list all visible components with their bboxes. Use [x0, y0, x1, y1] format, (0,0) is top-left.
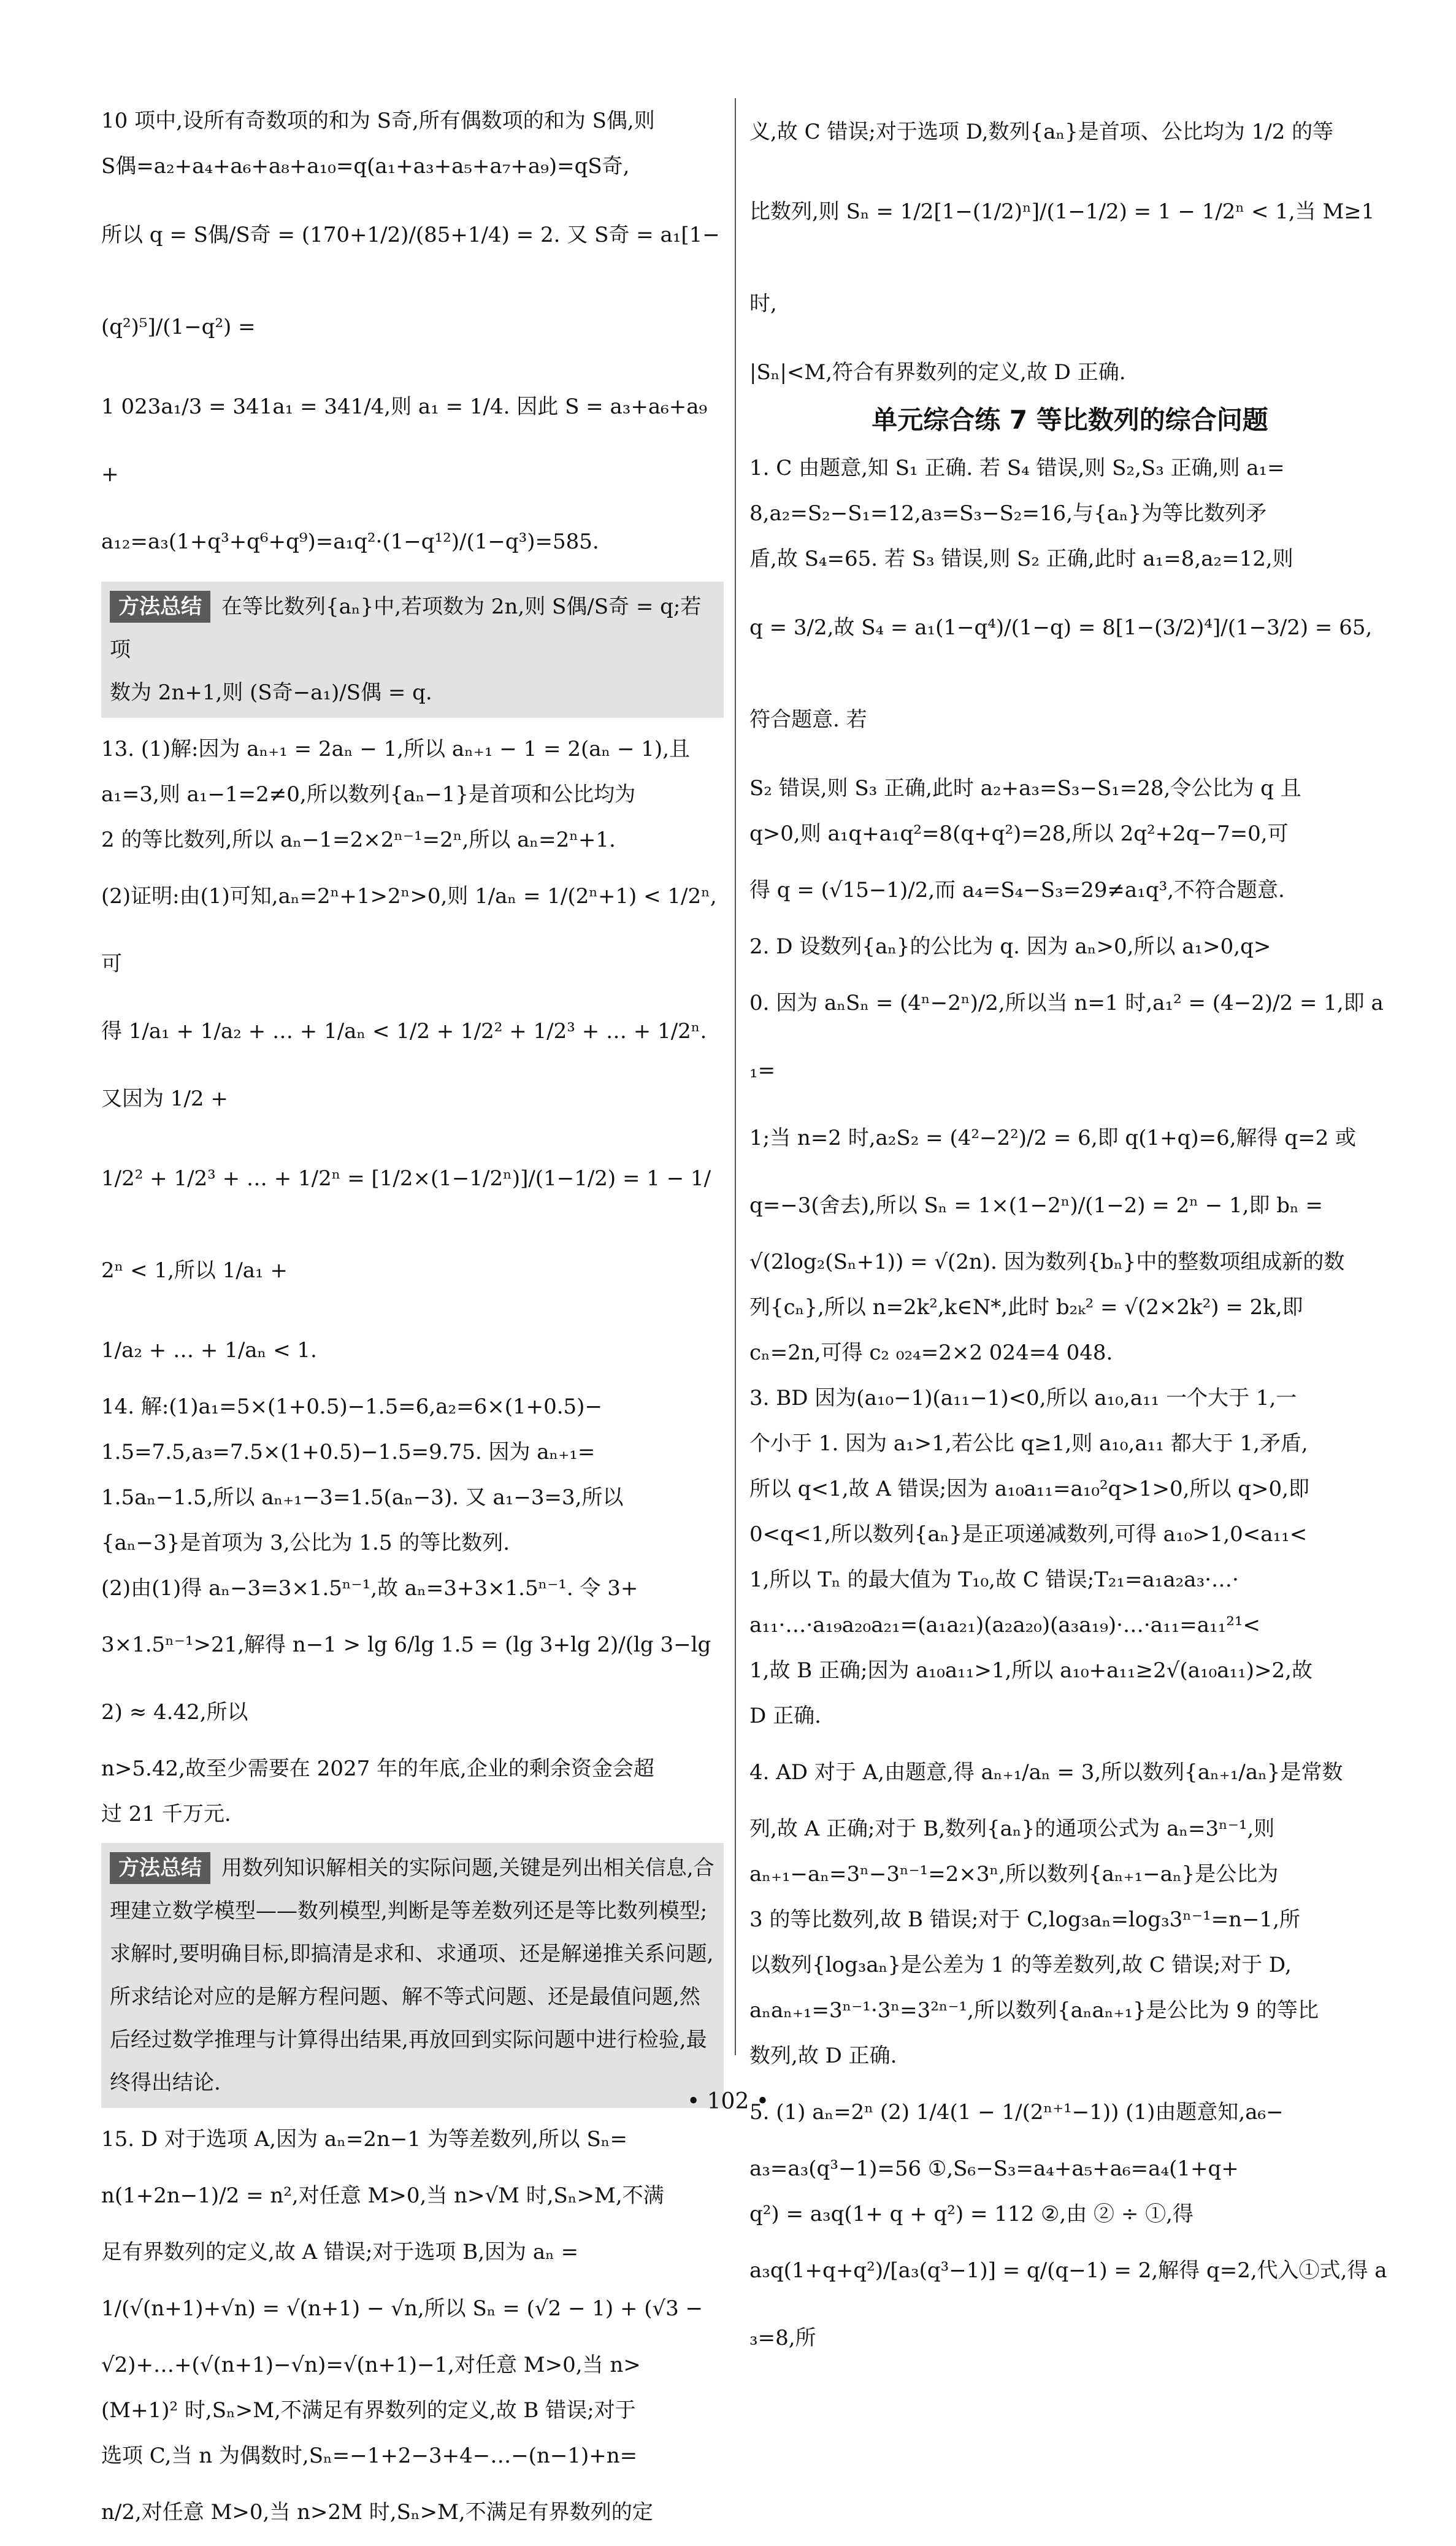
question-3-line: 个小于 1. 因为 a₁>1,若公比 q≥1,则 a₁₀,a₁₁ 都大于 1,矛盾, — [749, 1431, 1308, 1456]
question-5-line: q²) = a₃q(1+ q + q²) = 112 ②,由 ② ÷ ①,得 — [749, 2202, 1194, 2226]
question-2-line: 0. 因为 aₙSₙ = (4ⁿ−2ⁿ)/2,所以当 n=1 时,a₁² = (4−2)/2 = 1,即 a₁= — [749, 991, 1384, 1083]
text-line: a₁₂=a₃(1+q³+q⁶+q⁹)=a₁q²·(1−q¹²)/(1−q³)=585. — [101, 529, 599, 554]
left-column — [101, 98, 724, 2546]
question-4-line: 3 的等比数列,故 B 错误;对于 C,log₃aₙ=log₃3ⁿ⁻¹=n−1,所 — [749, 1907, 1300, 1932]
method-summary-box — [101, 582, 724, 718]
right-column — [749, 98, 1390, 2372]
question-15-line: 15. D 对于选项 A,因为 aₙ=2n−1 为等差数列,所以 Sₙ= — [101, 2127, 627, 2152]
text-line: S偶=a₂+a₄+a₆+a₈+a₁₀=q(a₁+a₃+a₅+a₇+a₉)=qS奇, — [101, 154, 630, 179]
question-1-line: 盾,故 S₄=65. 若 S₃ 错误,则 S₂ 正确,此时 a₁=8,a₂=12,则 — [749, 547, 1293, 571]
summary-text: 在等比数列{aₙ}中,若项数为 2n,则 S偶/S奇 = q;若项 — [110, 594, 702, 662]
question-13-line: (2)证明:由(1)可知,aₙ=2ⁿ+1>2ⁿ>0,则 1/aₙ = 1/(2ⁿ+1) < 1/2ⁿ,可 — [101, 884, 717, 976]
question-4-line: 列,故 A 正确;对于 B,数列{aₙ}的通项公式为 aₙ=3ⁿ⁻¹,则 — [749, 1817, 1275, 1841]
column-divider — [735, 98, 736, 2055]
question-13-line: 13. (1)解:因为 aₙ₊₁ = 2aₙ − 1,所以 aₙ₊₁ − 1 = 2(aₙ − 1),且 — [101, 737, 691, 761]
question-3-line: 3. BD 因为(a₁₀−1)(a₁₁−1)<0,所以 a₁₀,a₁₁ 一个大于 1,一 — [749, 1386, 1297, 1410]
question-14-line: 1.5aₙ−1.5,所以 aₙ₊₁−3=1.5(aₙ−3). 又 a₁−3=3,所以 — [101, 1485, 624, 1510]
question-14-line: (2)由(1)得 aₙ−3=3×1.5ⁿ⁻¹,故 aₙ=3+3×1.5ⁿ⁻¹. 令 3+ — [101, 1576, 638, 1601]
question-5-line: a₃q(1+q+q²)/[a₃(q³−1)] = q/(q−1) = 2,解得 q=2,代入①式,得 a₃=8,所 — [749, 2258, 1387, 2350]
question-14-line: 3×1.5ⁿ⁻¹>21,解得 n−1 > lg 6/lg 1.5 = (lg 3+lg 2)/(lg 3−lg 2) ≈ 4.42,所以 — [101, 1633, 711, 1725]
question-2-line: cₙ=2n,可得 c₂ ₀₂₄=2×2 024=4 048. — [749, 1340, 1113, 1365]
question-2-line: q=−3(舍去),所以 Sₙ = 1×(1−2ⁿ)/(1−2) = 2ⁿ − 1,即 bₙ = — [749, 1193, 1324, 1218]
question-2-line: 2. D 设数列{aₙ}的公比为 q. 因为 aₙ>0,所以 a₁>0,q> — [749, 934, 1271, 959]
question-15-line: 足有界数列的定义,故 A 错误;对于选项 B,因为 aₙ = — [101, 2240, 579, 2264]
question-13-line: 得 1/a₁ + 1/a₂ + … + 1/aₙ < 1/2 + 1/2² + 1/2³ + … + 1/2ⁿ. 又因为 1/2 + — [101, 1019, 707, 1111]
question-4-line: aₙaₙ₊₁=3ⁿ⁻¹·3ⁿ=3²ⁿ⁻¹,所以数列{aₙaₙ₊₁}是公比为 9 的等比 — [749, 1998, 1319, 2023]
question-2-line: 列{cₙ},所以 n=2k²,k∈N*,此时 b₂ₖ² = √(2×2k²) = 2k,即 — [749, 1295, 1303, 1320]
question-5-line: a₃=a₃(q³−1)=56 ①,S₆−S₃=a₄+a₅+a₆=a₄(1+q+ — [749, 2156, 1239, 2181]
question-14-line: n>5.42,故至少需要在 2027 年的年底,企业的剩余资金会超 — [101, 1756, 654, 1781]
question-3-line: D 正确. — [749, 1704, 821, 1728]
question-15-line: n(1+2n−1)/2 = n²,对任意 M>0,当 n>√M 时,Sₙ>M,不满 — [101, 2183, 664, 2208]
summary-text: 数为 2n+1,则 (S奇−a₁)/S偶 = q. — [110, 680, 432, 705]
summary-text: 用数列知识解相关的实际问题,关键是列出相关信息,合理建立数学模型——数列模型,判断是等差数列还是等比数列模型;求解时,要明确目标,即搞清是求和、求通项、还是解递推关系问题,所求结论对应的是解方程问题、解不等式问题、还是最值问题,然后经过数学推理与计算得出结果,再放回到实际问题中进行检验,最终得出结论. — [110, 1856, 715, 2095]
question-3-line: a₁₁·…·a₁₉a₂₀a₂₁=(a₁a₂₁)(a₂a₂₀)(a₃a₁₉)·…·a₁₁=a₁₁²¹< — [749, 1613, 1261, 1637]
question-14-line: 1.5=7.5,a₃=7.5×(1+0.5)−1.5=9.75. 因为 aₙ₊₁= — [101, 1440, 596, 1464]
question-5-line: 5. (1) aₙ=2ⁿ (2) 1/4(1 − 1/(2ⁿ⁺¹−1)) (1)由题意知,a₆− — [749, 2100, 1284, 2125]
question-3-line: 1,所以 Tₙ 的最大值为 T₁₀,故 C 错误;T₂₁=a₁a₂a₃·…· — [749, 1567, 1239, 1592]
question-2-line: √(2log₂(Sₙ+1)) = √(2n). 因为数列{bₙ}中的整数项组成新的数 — [749, 1250, 1345, 1274]
method-summary-tag: 方法总结 — [110, 591, 210, 623]
question-3-line: 1,故 B 正确;因为 a₁₀a₁₁>1,所以 a₁₀+a₁₁≥2√(a₁₀a₁₁)>2,故 — [749, 1658, 1312, 1683]
question-14-line: 过 21 千万元. — [101, 1802, 231, 1826]
question-1-line: S₂ 错误,则 S₃ 正确,此时 a₂+a₃=S₃−S₁=28,令公比为 q 且 — [749, 776, 1301, 801]
question-3-line: 所以 q<1,故 A 错误;因为 a₁₀a₁₁=a₁₀²q>1>0,所以 q>0,即 — [749, 1477, 1309, 1501]
question-14-line: 14. 解:(1)a₁=5×(1+0.5)−1.5=6,a₂=6×(1+0.5)− — [101, 1394, 602, 1419]
text-line: 比数列,则 Sₙ = 1/2[1−(1/2)ⁿ]/(1−1/2) = 1 − 1/2ⁿ < 1,当 M≥1 时, — [749, 199, 1375, 316]
text-line: |Sₙ|<M,符合有界数列的定义,故 D 正确. — [749, 360, 1126, 385]
question-15-line: (M+1)² 时,Sₙ>M,不满足有界数列的定义,故 B 错误;对于 — [101, 2398, 636, 2423]
text-line: 所以 q = S偶/S奇 = (170+1/2)/(85+1/4) = 2. 又 S奇 = a₁[1−(q²)⁵]/(1−q²) = — [101, 223, 720, 339]
question-15-line: √2)+…+(√(n+1)−√n)=√(n+1)−1,对任意 M>0,当 n> — [101, 2353, 641, 2377]
question-4-line: 4. AD 对于 A,由题意,得 aₙ₊₁/aₙ = 3,所以数列{aₙ₊₁/aₙ}是常数 — [749, 1760, 1343, 1785]
question-1-line: q = 3/2,故 S₄ = a₁(1−q⁴)/(1−q) = 8[1−(3/2)⁴]/(1−3/2) = 65,符合题意. 若 — [749, 615, 1373, 732]
question-4-line: 数列,故 D 正确. — [749, 2044, 897, 2068]
page-number: • 102 • — [686, 2089, 770, 2114]
question-1-line: 1. C 由题意,知 S₁ 正确. 若 S₄ 错误,则 S₂,S₃ 正确,则 a₁= — [749, 456, 1285, 480]
method-summary-box-2 — [101, 1843, 724, 2108]
question-14-line: {aₙ−3}是首项为 3,公比为 1.5 的等比数列. — [101, 1531, 510, 1555]
text-line: 义,故 C 错误;对于选项 D,数列{aₙ}是首项、公比均为 1/2 的等 — [749, 120, 1334, 144]
text-line: 1 023a₁/3 = 341a₁ = 341/4,则 a₁ = 1/4. 因此 S = a₃+a₆+a₉+ — [101, 394, 708, 487]
text-line: 10 项中,设所有奇数项的和为 S奇,所有偶数项的和为 S偶,则 — [101, 109, 655, 133]
question-4-line: 以数列{log₃aₙ}是公差为 1 的等差数列,故 C 错误;对于 D, — [749, 1953, 1292, 1977]
question-15-line: n/2,对任意 M>0,当 n>2M 时,Sₙ>M,不满足有界数列的定 — [101, 2500, 653, 2525]
question-2-line: 1;当 n=2 时,a₂S₂ = (4²−2²)/2 = 6,即 q(1+q)=6,解得 q=2 或 — [749, 1126, 1357, 1150]
question-13-line: 1/2² + 1/2³ + … + 1/2ⁿ = [1/2×(1−1/2ⁿ)]/(1−1/2) = 1 − 1/2ⁿ < 1,所以 1/a₁ + — [101, 1166, 711, 1283]
question-4-line: aₙ₊₁−aₙ=3ⁿ−3ⁿ⁻¹=2×3ⁿ,所以数列{aₙ₊₁−aₙ}是公比为 — [749, 1862, 1279, 1886]
question-13-line: a₁=3,则 a₁−1=2≠0,所以数列{aₙ−1}是首项和公比均为 — [101, 782, 636, 807]
question-3-line: 0<q<1,所以数列{aₙ}是正项递减数列,可得 a₁₀>1,0<a₁₁< — [749, 1522, 1308, 1547]
question-13-line: 1/a₂ + … + 1/aₙ < 1. — [101, 1338, 317, 1363]
section-title: 单元综合练 7 等比数列的综合问题 — [872, 405, 1268, 435]
question-15-line: 1/(√(n+1)+√n) = √(n+1) − √n,所以 Sₙ = (√2 − 1) + (√3 − — [101, 2296, 703, 2321]
question-1-line: 8,a₂=S₂−S₁=12,a₃=S₃−S₂=16,与{aₙ}为等比数列矛 — [749, 501, 1267, 526]
method-summary-tag: 方法总结 — [110, 1852, 210, 1884]
question-15-line: 选项 C,当 n 为偶数时,Sₙ=−1+2−3+4−…−(n−1)+n= — [101, 2444, 638, 2468]
question-1-line: q>0,则 a₁q+a₁q²=8(q+q²)=28,所以 2q²+2q−7=0,可 — [749, 821, 1289, 846]
question-1-line: 得 q = (√15−1)/2,而 a₄=S₄−S₃=29≠a₁q³,不符合题意. — [749, 878, 1285, 902]
question-13-line: 2 的等比数列,所以 aₙ−1=2×2ⁿ⁻¹=2ⁿ,所以 aₙ=2ⁿ+1. — [101, 828, 616, 852]
